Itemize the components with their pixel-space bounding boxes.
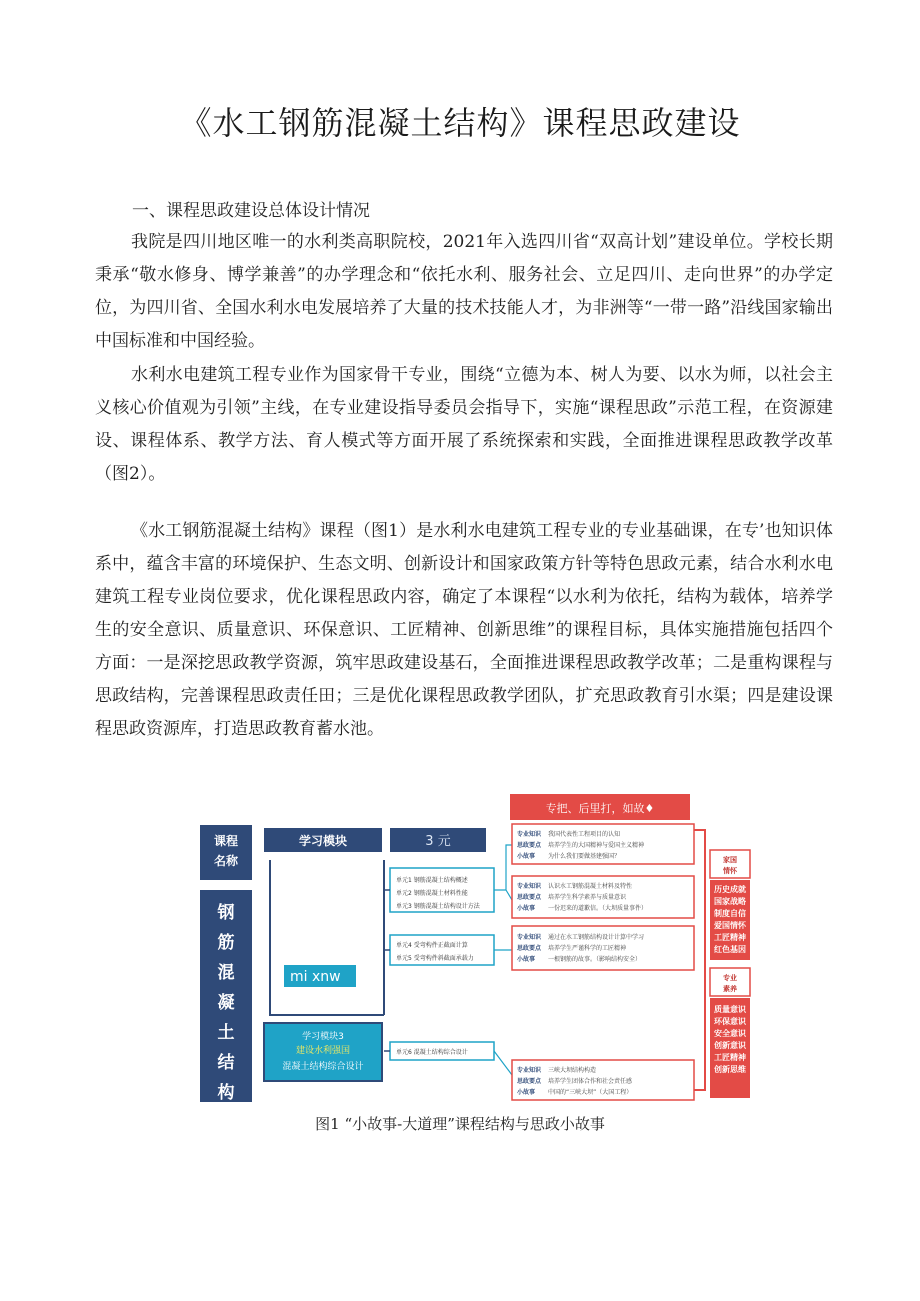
course-title-char: 凝 [217,993,235,1013]
story-label: 专业知识 [517,883,542,890]
side-line: 爱国情怀 [714,921,746,930]
course-structure-figure [200,790,770,1105]
story-line: 培养学生的大国精神与爱国主义精神 [548,842,645,849]
side1-title-a: 家国 [723,856,737,864]
course-title-char: 筋 [217,933,235,953]
story-label: 思政要点 [517,842,542,849]
story-line: 培养学生科学素养与质量意识 [548,894,627,901]
side-line: 环保意识 [714,1017,746,1026]
side-line: 历史成就 [714,885,746,894]
story-line: 培养学生团体合作和社会责任感 [548,1078,633,1085]
section-heading: 一、课程思政建设总体设计情况 [132,201,370,221]
story-label: 思政要点 [517,945,542,952]
course-title-char: 构 [217,1083,235,1103]
module3-sub2: 混凝土结构综合设计 [282,1062,364,1072]
module-header: 学习模块 [298,834,348,848]
paragraph-3: 《水工钢筋混凝土结构》课程（图1）是水利水电建筑工程专业的专业基础课，在专’也知识体系中，蕴含丰富的环境保护、生态文明、创新设计和国家政策方针等特色思政元素，结合水利水电建筑工程专业岗位要求，优化课程思政内容，确定了本课程“以水利为依托，结构为载体，培养学生的安全意识、质量意识、环保意识、工匠精神、创新思维”的课程目标，具体实施措施包括四个方面：一是深挖思政教学资源，筑牢思政建设基石，全面推进课程思政教学改革；二是重构课程与思政结构，完善课程思政责任田；三是优化课程思政教学团队，扩充思政教育引水渠；四是建设课程思政资源库，打造思政教育蓄水池。 [95,521,833,739]
paragraph-2: 水利水电建筑工程专业作为国家骨干专业，围绕“立德为本、树人为要、以水为师，以社会主义核心价值观为引领”主线，在专业建设指导委员会指导下，实施“课程思政”示范工程，在资源建设、课程体系、教学方法、育人模式等方面开展了系统探索和实践，全面推进课程思政教学改革（图2）。 [95,365,833,484]
side-line: 质量意识 [714,1005,746,1014]
unit-row: 单元5 受弯构件斜截面承载力 [396,955,474,962]
side-line: 红色基因 [714,945,746,954]
side-line: 制度自信 [714,909,746,918]
unit-header: 3 元 [425,834,451,849]
unit-row: 单元6 混凝土结构综合设计 [396,1049,468,1056]
story-label: 专业知识 [517,1067,542,1074]
course-title-char: 混 [217,963,235,983]
course-name-label-1: 课程 [213,834,239,848]
side2-title-b: 素养 [723,985,737,993]
side-line: 创新意识 [714,1041,746,1050]
module3-title: 学习模块3 [302,1032,344,1042]
story-label: 小故事 [517,1089,536,1096]
side1-title-b: 情怀 [723,867,737,875]
side2-title-a: 专业 [723,974,737,982]
side-line: 工匠精神 [714,933,746,942]
story-label: 专业知识 [517,934,542,941]
module-bracket [270,860,384,1015]
story-line: 一份迟来的道歉信。（大坝质量事件） [548,905,648,912]
course-title-char: 土 [217,1023,235,1043]
course-title-char: 结 [217,1053,235,1073]
side-line: 工匠精神 [714,1053,746,1062]
side-line: 国家战略 [714,897,746,906]
unit-row: 单元4 受弯构件正截面计算 [396,942,468,949]
story-line: 通过在水工钢筋结构设计计算中学习 [548,934,645,941]
figure-caption: 图1 “小故事-大道理”课程结构与思政小故事 [315,1115,605,1133]
module3-sub1: 建设水利强国 [295,1046,351,1056]
top-banner: 专把、后里打，如故♦ [545,802,655,815]
course-title-char: 钢 [217,903,235,923]
story-line: 我国代表性工程项目的认知 [548,831,621,838]
side-line: 创新思维 [714,1065,746,1074]
story-line: 培养学生严谨科学的工匠精神 [548,945,627,952]
story-line: 中国的“三峡大坝”（大国工程） [548,1089,633,1096]
overlay-label: mi xnw [290,969,341,985]
document-title: 《水工钢筋混凝土结构》课程思政建设 [179,104,741,142]
side-line: 安全意识 [714,1029,746,1038]
story-label: 专业知识 [517,831,542,838]
course-title-chars [217,902,235,1103]
story-line: 认识水工钢筋混凝土材料及特性 [548,883,633,890]
story-label: 思政要点 [517,1078,542,1085]
story-label: 小故事 [517,905,536,912]
story-label: 小故事 [517,853,536,860]
unit-row: 单元1 钢筋混凝土结构概述 [396,877,468,884]
unit-row: 单元2 钢筋混凝土材料性能 [396,890,468,897]
story-line: 三峡大坝结构构造 [548,1067,597,1074]
story-line: 一根钢筋的故事。（影响结构安全） [548,956,642,963]
story-line: 为什么我们要做基建强国？ [548,853,621,860]
story-label: 思政要点 [517,894,542,901]
course-name-label-2: 名称 [213,854,239,868]
unit-row: 单元3 钢筋混凝土结构设计方法 [396,903,480,910]
paragraph-1: 我院是四川地区唯一的水利类高职院校，2021年入选四川省“双高计划”建设单位。学校长期秉承“敬水修身、博学兼善”的办学理念和“依托水利、服务社会、立足四川、走向世界”的办学定位，为四川省、全国水利水电发展培养了大量的技术技能人才，为非洲等“一带一路”沿线国家输出中国标准和中国经验。 [95,232,833,351]
story-label: 小故事 [517,956,536,963]
